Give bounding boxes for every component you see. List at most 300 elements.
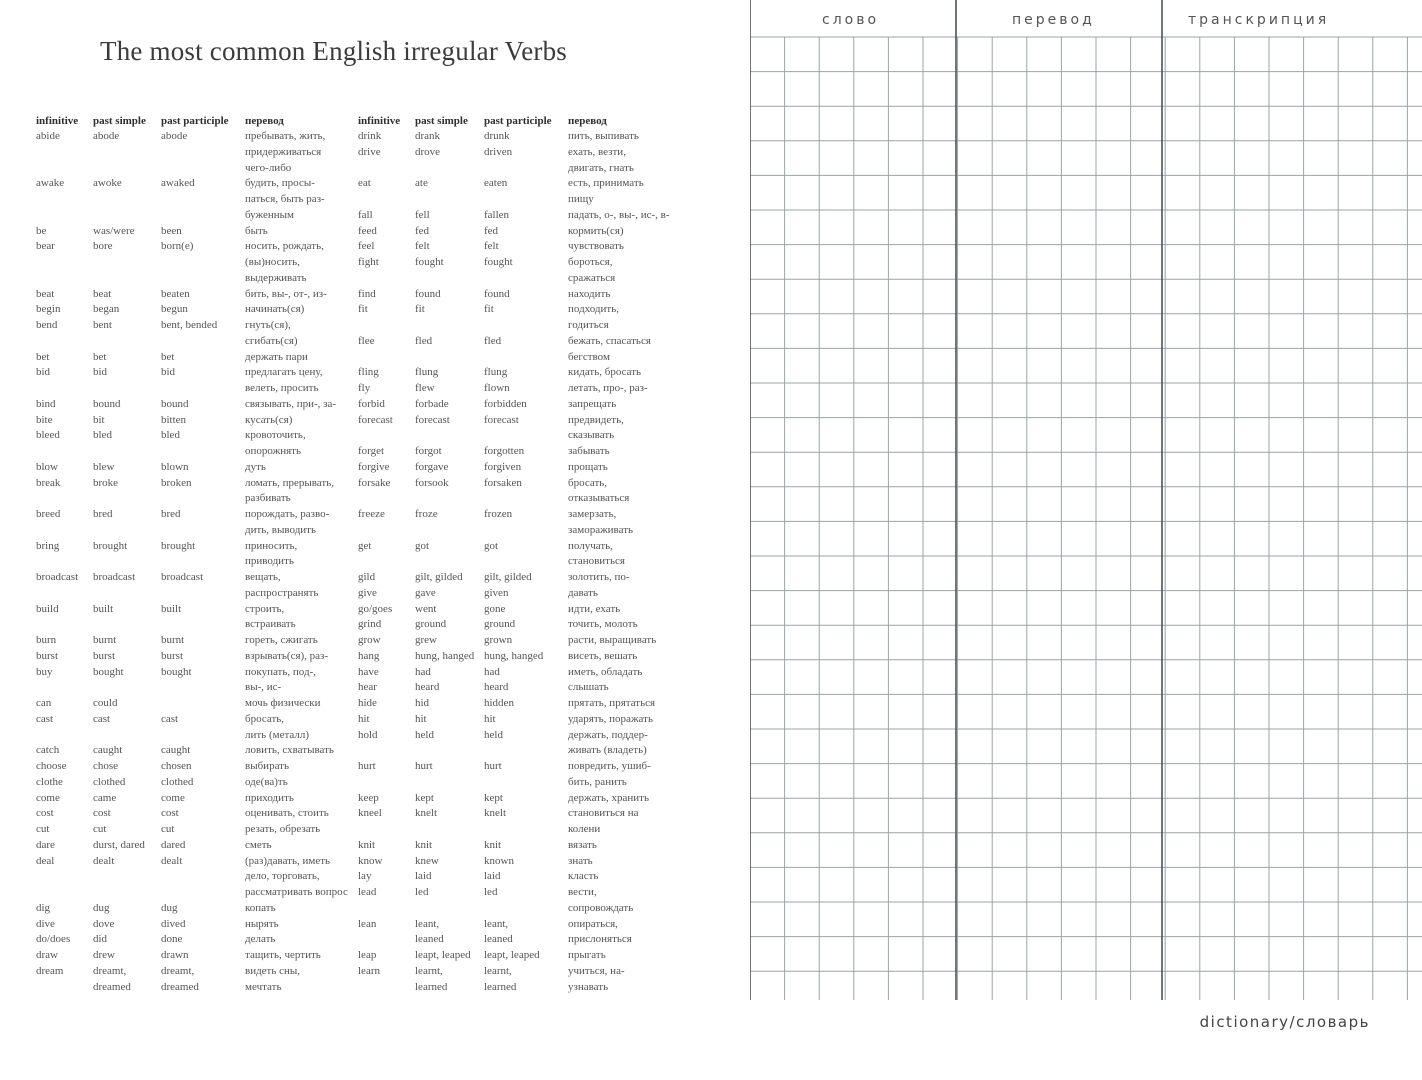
cell-translation: опираться,: [568, 917, 618, 930]
cell-infinitive: [358, 822, 415, 838]
cell-translation: паться, быть раз-: [245, 193, 325, 205]
cell-past-simple: laid: [415, 870, 432, 883]
cell-translation: прыгать: [568, 949, 606, 961]
cell-translation: кидать, бросать: [568, 366, 642, 379]
cell-infinitive: cost: [36, 807, 54, 820]
cell-past-participle: [484, 822, 568, 838]
cell-translation: выбирать: [245, 760, 289, 772]
cell-past-participle: chosen: [161, 760, 192, 772]
cell-infinitive: [36, 728, 93, 744]
cell-translation: взрывать(ся), раз-: [245, 649, 329, 662]
cell-infinitive: have: [358, 665, 379, 678]
cell-past-participle: brought: [161, 539, 196, 552]
table-row: [358, 759, 678, 775]
cell-translation: сгибать(ся): [245, 334, 298, 347]
cell-translation: вести,: [568, 886, 597, 898]
cell-past-simple: dug: [93, 901, 110, 914]
cell-translation: класть: [568, 870, 599, 883]
table-row: [358, 523, 678, 539]
cell-infinitive: fit: [358, 303, 368, 316]
cell-translation: учиться, на-: [568, 964, 625, 977]
cell-past-simple: gilt, gilded: [415, 571, 463, 583]
table-row: [358, 271, 678, 287]
cell-past-participle: [161, 145, 245, 161]
table-row: [36, 381, 357, 397]
cell-past-participle: fled: [484, 334, 502, 347]
table-row: [358, 397, 678, 413]
cell-translation: иметь, обладать: [568, 665, 643, 678]
cell-infinitive: cut: [36, 823, 50, 835]
cell-past-simple: awoke: [93, 177, 122, 190]
cell-past-simple: [415, 554, 484, 570]
cell-past-participle: drawn: [161, 949, 189, 961]
cell-past-simple: learnt,: [415, 964, 443, 977]
table-header-row: [358, 114, 678, 129]
cell-translation: предлагать цену,: [245, 366, 323, 379]
cell-infinitive: bind: [36, 397, 56, 410]
page-title: The most common English irregular Verbs: [100, 36, 567, 66]
cell-infinitive: do/does: [36, 933, 71, 946]
header-past-participle: past participle: [484, 115, 552, 127]
table-row: [36, 649, 357, 665]
header-infinitive: infinitive: [358, 115, 401, 127]
cell-past-simple: came: [93, 791, 117, 804]
cell-past-simple: hung, hanged: [415, 649, 475, 662]
cell-translation: будить, просы-: [245, 177, 315, 190]
cell-translation: прислоняться: [568, 933, 632, 946]
cell-past-participle: hurt: [484, 760, 502, 772]
cell-infinitive: buy: [36, 665, 53, 678]
cell-translation: годиться: [568, 319, 609, 331]
cell-past-participle: hung, hanged: [484, 649, 544, 662]
table-row: [36, 901, 357, 917]
cell-translation: повредить, ушиб-: [568, 760, 651, 772]
cell-translation: золотить, по-: [568, 571, 630, 583]
cell-translation: отказываться: [568, 492, 630, 505]
cell-past-participle: learned: [484, 980, 517, 993]
cell-translation: чего-либо: [245, 161, 292, 174]
column-header-word: слово: [822, 12, 880, 28]
cell-infinitive: [36, 680, 93, 696]
cell-translation: строить,: [245, 602, 285, 615]
cell-past-simple: dreamt,: [93, 964, 127, 977]
cell-past-simple: [415, 901, 484, 917]
cell-translation: идти, ехать: [568, 602, 621, 615]
cell-past-participle: kept: [484, 791, 503, 804]
table-row: [358, 696, 678, 712]
cell-infinitive: breed: [36, 508, 61, 520]
table-row: [358, 460, 678, 476]
cell-past-participle: driven: [484, 145, 513, 158]
column-header-translation: перевод: [1012, 12, 1095, 28]
cell-past-simple: ground: [415, 618, 447, 631]
table-row: [358, 428, 678, 444]
cell-infinitive: break: [36, 476, 61, 489]
cell-past-participle: gilt, gilded: [484, 571, 532, 583]
cell-translation: выдерживать: [245, 271, 307, 284]
cell-translation: мечтать: [245, 980, 282, 993]
header-past-participle: past participle: [161, 115, 229, 127]
cell-translation: держать пари: [245, 350, 308, 363]
cell-past-simple: bet: [93, 350, 107, 363]
cell-past-simple: bore: [93, 240, 113, 253]
cell-past-participle: [484, 318, 568, 334]
cell-past-simple: forgave: [415, 460, 449, 473]
table-row: [36, 743, 357, 759]
cell-past-participle: bid: [161, 366, 176, 379]
cell-translation: ударять, поражать: [568, 712, 653, 725]
table-row: [358, 570, 678, 586]
table-row: [358, 381, 678, 397]
cell-past-participle: cut: [161, 823, 175, 835]
verbs-table-body: [36, 129, 357, 995]
table-row: [358, 255, 678, 271]
cell-infinitive: come: [36, 791, 60, 804]
cell-past-participle: bled: [161, 429, 180, 442]
cell-past-participle: held: [484, 728, 503, 741]
cell-past-participle: burst: [161, 649, 183, 662]
cell-past-participle: dealt: [161, 854, 183, 867]
cell-past-participle: cost: [161, 807, 179, 820]
cell-infinitive: [36, 491, 93, 507]
cell-translation: знать: [568, 854, 593, 867]
table-row: [358, 554, 678, 570]
cell-infinitive: fall: [358, 208, 373, 221]
cell-translation: есть, принимать: [568, 177, 644, 190]
table-row: [36, 948, 357, 964]
cell-infinitive: forecast: [358, 413, 393, 426]
table-row: [36, 854, 357, 870]
cell-past-simple: fed: [415, 224, 430, 237]
cell-past-participle: [484, 271, 568, 287]
table-row: [36, 665, 357, 681]
table-row: [358, 948, 678, 964]
table-row: [36, 570, 357, 586]
cell-past-simple: leant,: [415, 917, 440, 930]
cell-infinitive: bid: [36, 366, 51, 379]
cell-past-simple: [415, 428, 484, 444]
cell-past-participle: flung: [484, 366, 508, 379]
cell-translation: становиться: [568, 555, 625, 568]
cell-past-participle: laid: [484, 870, 501, 883]
header-infinitive: infinitive: [36, 115, 79, 127]
cell-past-participle: heard: [484, 681, 509, 694]
cell-past-participle: cast: [161, 712, 179, 725]
cell-past-simple: [415, 318, 484, 334]
cell-translation: распространять: [245, 586, 319, 599]
cell-past-simple: blew: [93, 460, 115, 473]
table-row: [36, 507, 357, 523]
cell-past-participle: [161, 680, 245, 696]
cell-translation: вы-, ис-: [245, 681, 282, 694]
cell-past-participle: known: [484, 854, 514, 867]
cell-past-participle: fit: [484, 303, 494, 316]
cell-infinitive: knit: [358, 838, 376, 851]
cell-past-participle: forgotten: [484, 445, 525, 457]
cell-infinitive: find: [358, 287, 376, 300]
header-past-simple: past simple: [93, 115, 146, 127]
cell-infinitive: forget: [358, 445, 385, 457]
cell-past-participle: bent, bended: [161, 319, 218, 331]
cell-translation: гнуть(ся),: [245, 319, 291, 331]
table-row: [36, 334, 357, 350]
table-row: [358, 192, 678, 208]
cell-infinitive: eat: [358, 177, 371, 190]
verbs-table-body: [358, 129, 678, 995]
cell-past-simple: fought: [415, 256, 444, 268]
cell-infinitive: [36, 617, 93, 633]
cell-past-participle: leapt, leaped: [484, 949, 540, 961]
cell-past-simple: [93, 728, 161, 744]
cell-past-participle: dived: [161, 917, 186, 930]
cell-past-participle: dug: [161, 901, 178, 914]
table-row: [36, 491, 357, 507]
cell-infinitive: kneel: [358, 807, 382, 820]
cell-translation: оценивать, стоить: [245, 807, 329, 820]
cell-translation: слышать: [568, 681, 609, 694]
table-row: [36, 917, 357, 933]
cell-translation: ловить, схватывать: [245, 744, 334, 757]
cell-infinitive: hurt: [358, 760, 376, 772]
cell-translation: ломать, прерывать,: [245, 476, 334, 489]
table-header-row: [36, 114, 357, 129]
cell-past-participle: [484, 901, 568, 917]
cell-past-participle: hit: [484, 712, 496, 725]
cell-past-participle: forecast: [484, 413, 519, 426]
cell-infinitive: begin: [36, 303, 61, 316]
table-row: [36, 208, 357, 224]
table-row: [36, 633, 357, 649]
table-row: [358, 791, 678, 807]
cell-past-simple: [93, 208, 161, 224]
cell-past-simple: bred: [93, 508, 113, 520]
cell-infinitive: [36, 145, 93, 161]
dictionary-page: [750, 0, 1422, 1080]
cell-infinitive: bend: [36, 319, 58, 331]
table-row: [36, 224, 357, 240]
cell-past-simple: clothed: [93, 775, 126, 788]
cell-past-simple: burnt: [93, 634, 117, 646]
cell-past-participle: [161, 444, 245, 460]
cell-infinitive: bite: [36, 413, 53, 426]
cell-past-participle: [161, 192, 245, 208]
table-row: [36, 428, 357, 444]
cell-translation: расти, выращивать: [568, 634, 657, 646]
cell-translation: дело, торговать,: [245, 870, 320, 883]
cell-past-simple: drank: [415, 130, 441, 142]
cell-past-simple: fell: [415, 208, 430, 221]
cell-infinitive: [358, 901, 415, 917]
cell-past-participle: leant,: [484, 917, 509, 930]
cell-translation: замораживать: [568, 523, 634, 536]
cell-past-simple: [93, 586, 161, 602]
cell-translation: узнавать: [568, 980, 609, 993]
table-row: [358, 602, 678, 618]
table-row: [36, 145, 357, 161]
cell-past-participle: [161, 523, 245, 539]
cell-past-participle: awaked: [161, 177, 195, 190]
cell-infinitive: hold: [358, 728, 378, 741]
cell-past-simple: [415, 775, 484, 791]
verbs-table-right: [358, 114, 678, 995]
cell-infinitive: [36, 192, 93, 208]
cell-past-participle: forsaken: [484, 476, 522, 489]
cell-past-participle: [484, 192, 568, 208]
cell-translation: покупать, под-,: [245, 665, 316, 678]
cell-past-simple: burst: [93, 649, 115, 662]
cell-past-participle: [161, 586, 245, 602]
cell-past-simple: [93, 381, 161, 397]
cell-infinitive: [358, 318, 415, 334]
cell-past-participle: bet: [161, 350, 175, 363]
cell-translation: живать (владеть): [568, 744, 647, 757]
cell-translation: (вы)носить,: [245, 256, 300, 268]
cell-infinitive: bring: [36, 539, 60, 552]
table-row: [358, 224, 678, 240]
table-row: [36, 838, 357, 854]
cell-past-participle: [484, 523, 568, 539]
cell-infinitive: fling: [358, 366, 379, 379]
table-row: [358, 869, 678, 885]
table-row: [36, 554, 357, 570]
table-row: [36, 791, 357, 807]
cell-past-participle: burnt: [161, 634, 185, 646]
cell-past-participle: ground: [484, 618, 516, 631]
cell-translation: замерзать,: [568, 508, 617, 520]
cell-past-participle: [484, 554, 568, 570]
table-row: [36, 523, 357, 539]
cell-past-participle: dreamed: [161, 980, 199, 993]
cell-past-simple: began: [93, 303, 120, 316]
cell-infinitive: [358, 161, 415, 177]
cell-past-participle: clothed: [161, 775, 194, 788]
cell-infinitive: leap: [358, 949, 377, 961]
cell-past-participle: broadcast: [161, 571, 204, 583]
cell-past-participle: dared: [161, 838, 186, 851]
cell-translation: мочь физически: [245, 697, 321, 709]
cell-infinitive: [358, 932, 415, 948]
table-row: [36, 302, 357, 318]
table-row: [36, 350, 357, 366]
table-row: [36, 239, 357, 255]
cell-translation: ехать, везти,: [568, 145, 626, 158]
vocabulary-grid: [750, 0, 1422, 1080]
cell-past-participle: begun: [161, 303, 188, 316]
cell-infinitive: bear: [36, 240, 55, 253]
footer-label: dictionary/словарь: [1199, 1013, 1370, 1031]
cell-translation: бить, ранить: [568, 775, 627, 788]
cell-past-simple: abode: [93, 130, 120, 142]
cell-translation: опорожнять: [245, 445, 301, 457]
table-row: [358, 885, 678, 901]
cell-past-participle: caught: [161, 744, 191, 757]
cell-infinitive: can: [36, 697, 52, 709]
cell-past-simple: forecast: [415, 413, 450, 426]
cell-past-participle: bitten: [161, 413, 187, 426]
table-row: [358, 287, 678, 303]
cell-past-participle: blown: [161, 460, 189, 473]
cell-translation: сражаться: [568, 271, 616, 284]
cell-infinitive: [36, 334, 93, 350]
table-row: [36, 869, 357, 885]
table-row: [36, 271, 357, 287]
cell-past-simple: [93, 192, 161, 208]
header-past-simple: past simple: [415, 115, 468, 127]
table-row: [358, 539, 678, 555]
table-row: [36, 161, 357, 177]
cell-translation: бороться,: [568, 256, 613, 268]
table-row: [358, 932, 678, 948]
cell-infinitive: go/goes: [358, 602, 393, 615]
cell-past-participle: had: [484, 665, 500, 678]
table-row: [36, 806, 357, 822]
cell-infinitive: draw: [36, 949, 58, 961]
cell-past-participle: done: [161, 933, 183, 946]
cell-infinitive: [36, 271, 93, 287]
cell-translation: делать: [245, 933, 276, 946]
table-row: [358, 302, 678, 318]
cell-infinitive: awake: [36, 177, 65, 190]
cell-translation: тащить, чертить: [245, 949, 321, 961]
cell-past-participle: flown: [484, 382, 510, 394]
cell-past-simple: dreamed: [93, 980, 131, 993]
table-row: [358, 334, 678, 350]
cell-infinitive: drink: [358, 130, 382, 142]
table-row: [36, 476, 357, 492]
table-row: [358, 838, 678, 854]
table-row: [36, 460, 357, 476]
cell-past-participle: born(e): [161, 240, 194, 253]
cell-translation: приводить: [245, 555, 294, 568]
cell-past-participle: been: [161, 224, 182, 237]
cell-past-participle: knit: [484, 838, 502, 851]
table-row: [36, 586, 357, 602]
cell-past-simple: [93, 444, 161, 460]
cell-infinitive: drive: [358, 145, 381, 158]
cell-infinitive: clothe: [36, 775, 63, 788]
cell-past-participle: [161, 255, 245, 271]
cell-past-simple: leapt, leaped: [415, 949, 471, 961]
table-row: [36, 365, 357, 381]
cell-past-simple: knelt: [415, 807, 437, 820]
cell-past-simple: cast: [93, 712, 111, 725]
cell-past-simple: froze: [415, 508, 438, 520]
cell-past-participle: eaten: [484, 177, 508, 190]
table-row: [358, 854, 678, 870]
header-translation: перевод: [568, 115, 607, 127]
cell-past-participle: bought: [161, 665, 192, 678]
cell-infinitive: [36, 161, 93, 177]
cell-past-simple: led: [415, 886, 429, 898]
table-row: [358, 129, 678, 145]
cell-translation: держать, хранить: [568, 791, 649, 804]
cell-past-simple: [415, 743, 484, 759]
cell-infinitive: lean: [358, 917, 377, 930]
cell-infinitive: abide: [36, 130, 60, 142]
table-row: [36, 129, 357, 145]
cell-past-simple: built: [93, 602, 114, 615]
cell-past-simple: ate: [415, 177, 428, 190]
cell-infinitive: [36, 444, 93, 460]
table-row: [36, 602, 357, 618]
cell-past-participle: gone: [484, 602, 506, 615]
cell-translation: находить: [568, 287, 611, 300]
cell-infinitive: dive: [36, 917, 55, 930]
cell-infinitive: [36, 554, 93, 570]
cell-translation: (раз)давать, иметь: [245, 854, 331, 867]
cell-past-simple: felt: [415, 240, 430, 253]
table-row: [36, 696, 357, 712]
